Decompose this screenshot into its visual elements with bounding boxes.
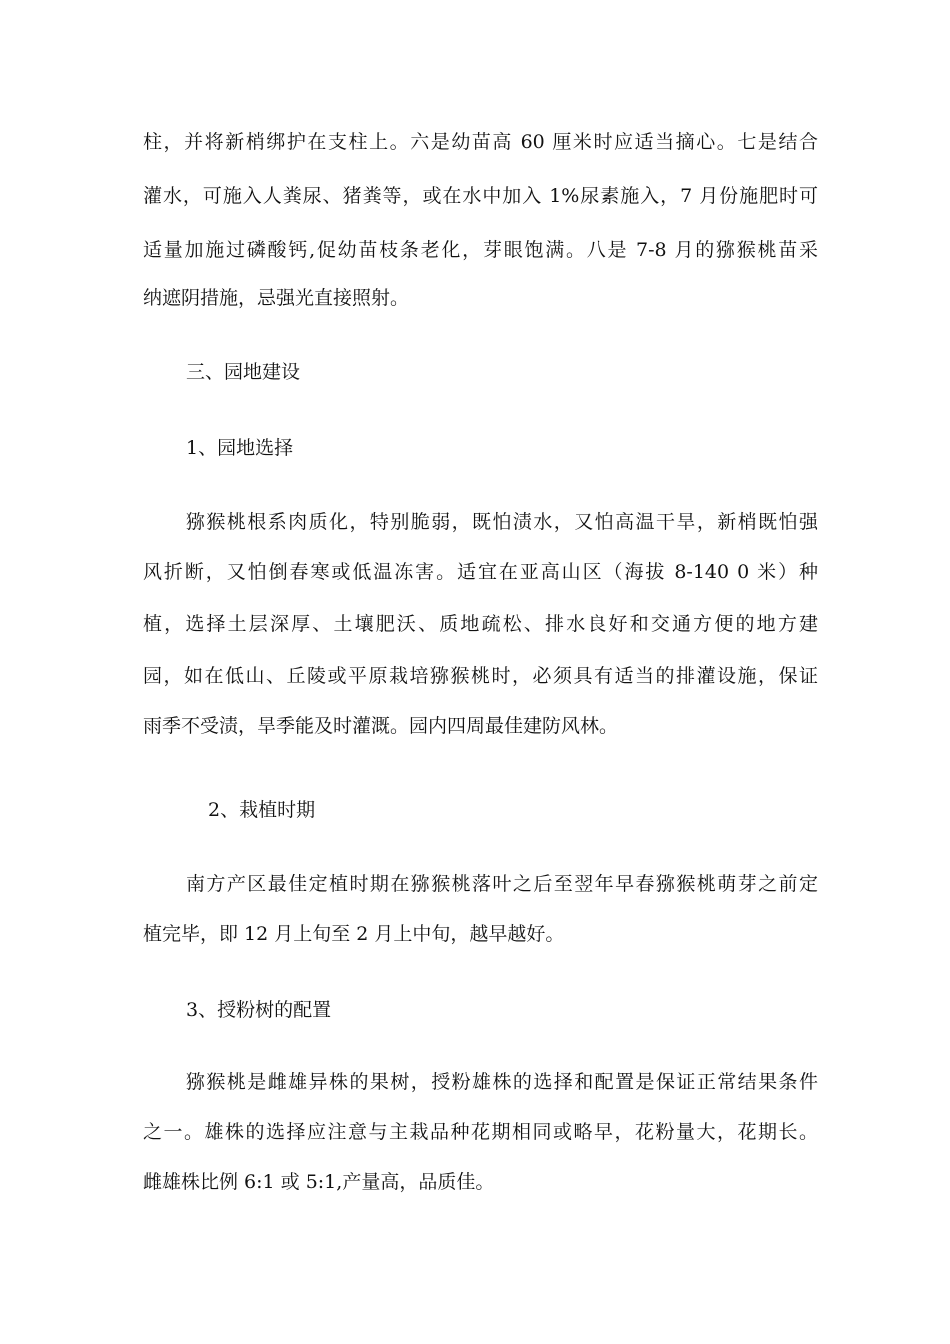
subsection-heading: 3、授粉树的配置 — [186, 999, 332, 1021]
paragraph-line: 雌雄株比例 6:1 或 5:1,产量高，品质佳。 — [143, 1171, 495, 1193]
paragraph-line: 植完毕，即 12 月上旬至 2 月上中旬，越早越好。 — [143, 923, 565, 945]
paragraph-line: 雨季不受渍，旱季能及时灌溉。园内四周最佳建防风林。 — [143, 715, 619, 737]
paragraph-line: 猕猴桃根系肉质化，特别脆弱，既怕渍水，又怕高温干旱，新梢既怕强 — [186, 511, 818, 533]
subsection-heading: 1、园地选择 — [186, 437, 294, 459]
paragraph-line: 之一。雄株的选择应注意与主栽品种花期相同或略早，花粉量大，花期长。 — [143, 1121, 818, 1143]
section-heading: 三、园地建设 — [186, 361, 301, 383]
paragraph-line: 植，选择土层深厚、土壤肥沃、质地疏松、排水良好和交通方便的地方建 — [143, 613, 818, 635]
paragraph-line: 风折断，又怕倒春寒或低温冻害。适宜在亚高山区（海拔 8-140 0 米）种 — [143, 561, 818, 583]
paragraph-line: 南方产区最佳定植时期在猕猴桃落叶之后至翌年早春猕猴桃萌芽之前定 — [186, 873, 818, 895]
paragraph-line: 灌水，可施入人粪尿、猪粪等，或在水中加入 1%尿素施入，7 月份施肥时可 — [143, 185, 818, 207]
paragraph-line: 柱，并将新梢绑护在支柱上。六是幼苗高 60 厘米时应适当摘心。七是结合 — [143, 131, 818, 153]
paragraph-line: 适量加施过磷酸钙,促幼苗枝条老化，芽眼饱满。八是 7-8 月的猕猴桃苗采 — [143, 239, 818, 261]
paragraph-line: 园，如在低山、丘陵或平原栽培猕猴桃时，必须具有适当的排灌设施，保证 — [143, 665, 818, 687]
subsection-heading: 2、栽植时期 — [208, 799, 316, 821]
paragraph-line: 纳遮阴措施，忌强光直接照射。 — [143, 287, 410, 309]
paragraph-line: 猕猴桃是雌雄异株的果树，授粉雄株的选择和配置是保证正常结果条件 — [186, 1071, 818, 1093]
